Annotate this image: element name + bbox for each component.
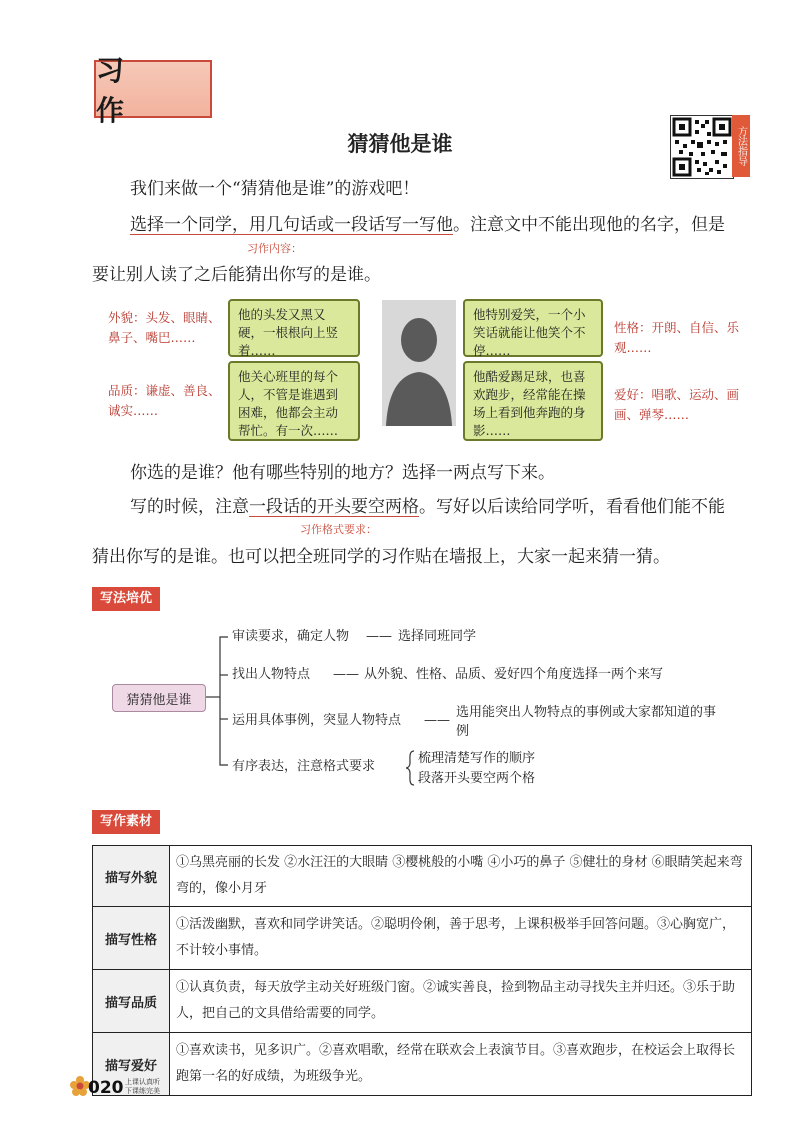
mindmap-connector xyxy=(204,625,234,775)
page-slogan xyxy=(125,1078,160,1096)
intro-line-1: 我们来做一个“猜猜他是谁”的游戏吧！ xyxy=(130,179,420,199)
row-text-personality: ①活泼幽默，喜欢和同学讲笑话。②聪明伶俐，善于思考，上课积极举手回答问题。③心胸宽广，不计较小事情。 xyxy=(170,907,752,970)
body-line-5-pre: 写的时候，注意 xyxy=(130,497,249,517)
content-note: 习作内容： xyxy=(247,242,302,255)
body-line-6: 猜出你写的是谁。也可以把全班同学的习作贴在墙报上，大家一起来猜一猜。 xyxy=(92,547,670,567)
brace-icon xyxy=(404,749,416,787)
qr-code[interactable] xyxy=(670,115,734,179)
feature-label-personality: 性格：开朗、自信、乐观…… xyxy=(614,320,740,355)
feature-label-appearance: 外貌：头发、眼睛、鼻子、嘴巴…… xyxy=(108,310,221,345)
method-section-tag: 写法培优 xyxy=(92,587,160,611)
feature-box-personality: 他特别爱笑，一个小笑话就能让他笑个不停…… xyxy=(463,299,603,357)
intro-line-2-rest: 。注意文中不能出现他的名字，但是 xyxy=(453,215,725,235)
qr-tag[interactable]: 方法指导 xyxy=(732,115,750,177)
feature-label-hobby: 爱好：唱歌、运动、画画、弹琴…… xyxy=(614,387,740,422)
flower-icon xyxy=(70,1076,90,1096)
row-text-quality: ①认真负责，每天放学主动关好班级门窗。②诚实善良，捡到物品主动寻找失主并归还。③乐于助人，把自己的文具借给需要的同学。 xyxy=(170,970,752,1033)
person-silhouette-icon xyxy=(382,300,456,426)
row-text-hobby: ①喜欢读书，见多识广。②喜欢唱歌，经常在联欢会上表演节目。③喜欢跑步，在校运会上取得长跑第一名的好成绩，为班级争光。 xyxy=(170,1033,752,1096)
table-row xyxy=(93,1033,752,1096)
materials-table xyxy=(92,845,752,1096)
mindmap-dash-1: —— xyxy=(366,629,392,644)
section-header: 习 作 xyxy=(94,60,212,118)
feature-label-quality: 品质：谦虚、善良、诚实…… xyxy=(108,383,221,418)
materials-section-tag: 写作素材 xyxy=(92,810,160,834)
table-row xyxy=(93,907,752,970)
intro-line-2 xyxy=(130,210,725,240)
mindmap-detail-4a: 梳理清楚写作的顺序 xyxy=(418,751,536,766)
row-head-personality: 描写性格 xyxy=(93,907,170,970)
content-highlight: 选择一个同学，用几句话或一段话写一写他 xyxy=(130,215,453,235)
row-head-hobby: 描写爱好 xyxy=(93,1033,170,1096)
feature-box-appearance: 他的头发又黑又硬，一根根向上竖着…… xyxy=(228,299,360,357)
mindmap-detail-2: 从外貌、性格、品质、爱好四个角度选择一两个来写 xyxy=(364,667,664,682)
mindmap-dash-3: —— xyxy=(424,713,450,728)
mindmap-detail-4b: 段落开头要空两个格 xyxy=(418,771,536,786)
mindmap-branch-1: 审读要求，确定人物 xyxy=(232,629,350,644)
mindmap-dash-2: —— xyxy=(333,667,359,682)
body-line-5-post: 。写好以后读给同学听，看看他们能不能 xyxy=(419,497,725,517)
format-note: 习作格式要求： xyxy=(300,523,377,536)
row-head-quality: 描写品质 xyxy=(93,970,170,1033)
feature-box-quality: 他关心班里的每个人，不管是谁遇到困难，他都会主动帮忙。有一次…… xyxy=(228,361,360,441)
mindmap-branch-4: 有序表达，注意格式要求 xyxy=(232,759,376,774)
slogan-line-a: 上课认真听 xyxy=(125,1078,160,1086)
row-head-appearance: 描写外貌 xyxy=(93,846,170,907)
mindmap-branch-2: 找出人物特点 xyxy=(232,667,311,682)
mindmap-root: 猜猜他是谁 xyxy=(112,684,206,712)
intro-line-3: 要让别人读了之后能猜出你写的是谁。 xyxy=(92,265,381,285)
body-line-4: 你选的是谁？他有哪些特别的地方？选择一两点写下来。 xyxy=(130,463,555,483)
mindmap-detail-3: 选用能突出人物特点的事例或大家都知道的事例 xyxy=(456,705,717,739)
slogan-line-b: 下课练完美 xyxy=(125,1087,160,1095)
page-number: 020 xyxy=(88,1078,124,1098)
table-row xyxy=(93,970,752,1033)
format-highlight: 一段话的开头要空两格 xyxy=(249,497,419,517)
feature-box-hobby: 他酷爱踢足球，也喜欢跑步，经常能在操场上看到他奔跑的身影…… xyxy=(463,361,603,441)
mindmap-detail-1: 选择同班同学 xyxy=(398,629,477,644)
row-text-appearance: ①乌黑亮丽的长发 ②水汪汪的大眼睛 ③樱桃般的小嘴 ④小巧的鼻子 ⑤健壮的身材 ⑥眼睛笑起来弯弯的，像小月牙 xyxy=(170,846,752,907)
page-title: 猜猜他是谁 xyxy=(347,132,453,156)
qr-code-icon xyxy=(671,116,733,178)
body-line-5 xyxy=(130,492,725,522)
table-row xyxy=(93,846,752,907)
mindmap-branch-3: 运用具体事例，突显人物特点 xyxy=(232,713,402,728)
